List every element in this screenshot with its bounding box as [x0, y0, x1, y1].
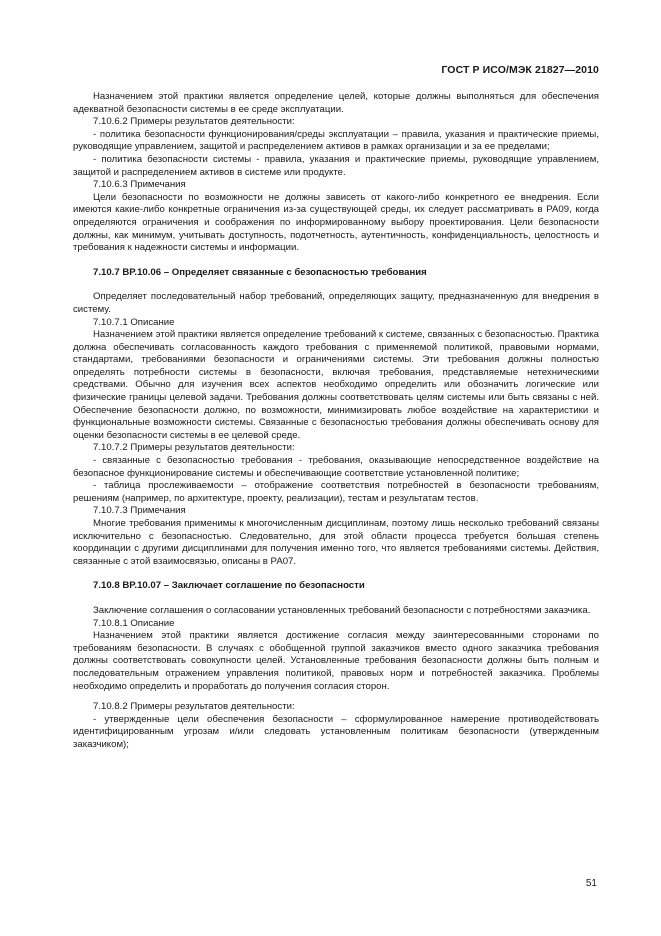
paragraph: Многие требования применимы к многочисленным дисциплинам, поэтому лишь несколько требований связаны исключительно с безопасностью. Следовательно, для этой области процесса требуется большая степень координации с другими дисциплинами для получения именно того, что является требованиями системы. Действия, связанные с этой взаимосвязью, описаны в РА07.: [73, 518, 599, 567]
section-heading: 7.10.7 BP.10.06 – Определяет связанные с безопасностью требования: [93, 266, 427, 278]
paragraph: - политика безопасности системы - правила, указания и практические приемы, руководящие управлением, защитой и распределением активов в системе или продукте.: [73, 153, 599, 178]
paragraph: Назначением этой практики является определение требований к системе, связанных с безопасностью. Практика должна обеспечивать согласованность каждого требования с применяемой политикой, правовыми нормами, стандартами, требованиями безопасности и ограничениями системы. Эти требования должны полностью определять потребности системы в безопасности, включая требования, представляемые нетехническими средствами. Обычно для изучения всех аспектов необходимо определить или обозначить логические или физические границы целевой задачи. Требования должны соответствовать целям системы или быть связаны с ней. Обеспечение безопасности должно, по возможности, минимизировать любое воздействие на характеристики и функциональные возможности системы. Связанные с безопасностью требования должны обеспечивать основу для оценки безопасности системы в ее целевой среде.: [73, 329, 599, 441]
paragraph: 7.10.6.2 Примеры результатов деятельности:: [93, 116, 295, 128]
paragraph: 7.10.8.2 Примеры результатов деятельности:: [93, 701, 295, 713]
paragraph: - утвержденные цели обеспечения безопасности – сформулированное намерение противодействовать идентифицированным угрозам и/или следовать установленным политикам безопасности (утвержденным заказчиком);: [73, 713, 599, 750]
paragraph: 7.10.7.1 Описание: [93, 316, 175, 328]
paragraph: - таблица прослеживаемости – отображение соответствия потребностей в безопасности требованиям, решениям (например, по архитектуре, проекту, реализации), тестам и результатам тестов.: [73, 480, 599, 504]
paragraph: Заключение соглашения о согласовании установленных требований безопасности с потребностями заказчика.: [93, 604, 591, 616]
paragraph: - связанные с безопасностью требования - требования, оказывающие непосредственное воздействие на безопасное функционирование системы и обеспечивающие соответствие установленной политике;: [73, 455, 599, 479]
paragraph: Назначением этой практики является определение целей, которые должны выполняться для обеспечения адекватной безопасности системы в ее среде эксплуатации.: [73, 91, 599, 115]
paragraph: 7.10.7.2 Примеры результатов деятельности:: [93, 442, 295, 454]
spacer: [73, 279, 599, 291]
paragraph: 7.10.8.1 Описание: [93, 617, 175, 629]
page-number: 51: [585, 878, 597, 889]
spacer: [73, 568, 599, 580]
document-id: ГОСТ Р ИСО/МЭК 21827—2010: [441, 64, 599, 76]
paragraph: 7.10.6.3 Примечания: [93, 179, 186, 191]
paragraph: Цели безопасности по возможности не должны зависеть от какого-либо конкретного ее внедрения. Если имеются какие-либо конкретные ограничения из-за существующей среды, их следует рассматривать в РА09, когда определяются ограничения и соображения по информированному выбору проектирования. Цели безопасности должны, как минимум, учитывать доступность, подотчетность, аутентичность, конфиденциальность, целостность и требования к надежности системы и информации.: [73, 191, 599, 254]
spacer: [73, 255, 599, 267]
section-heading: 7.10.8 BP.10.07 – Заключает соглашение по безопасности: [93, 580, 365, 592]
paragraph: Определяет последовательный набор требований, определяющих защиту, предназначенную для внедрения в систему.: [73, 291, 599, 315]
document-body: [73, 91, 599, 752]
spacer: [73, 593, 599, 605]
paragraph: - политика безопасности функционирования/среды эксплуатации – правила, указания и практические приемы, руководящие управлением, защитой и распределением активов в рамках организации и за ее пределами;: [73, 128, 599, 153]
paragraph: Назначением этой практики является достижение согласия между заинтересованными сторонами по требованиям безопасности. В случаях с обобщенной группой заказчиков вместо одного заказчика требования должны соответствовать совокупности целей. Установленные требования безопасности должны быть полным и последовательным отражением управления политикой, правовых норм и потребностей заказчика. Проблемы необходимо определить и проработать до получения согласия сторон.: [73, 630, 599, 692]
paragraph: 7.10.7.3 Примечания: [93, 505, 186, 517]
spacer: [73, 693, 599, 701]
